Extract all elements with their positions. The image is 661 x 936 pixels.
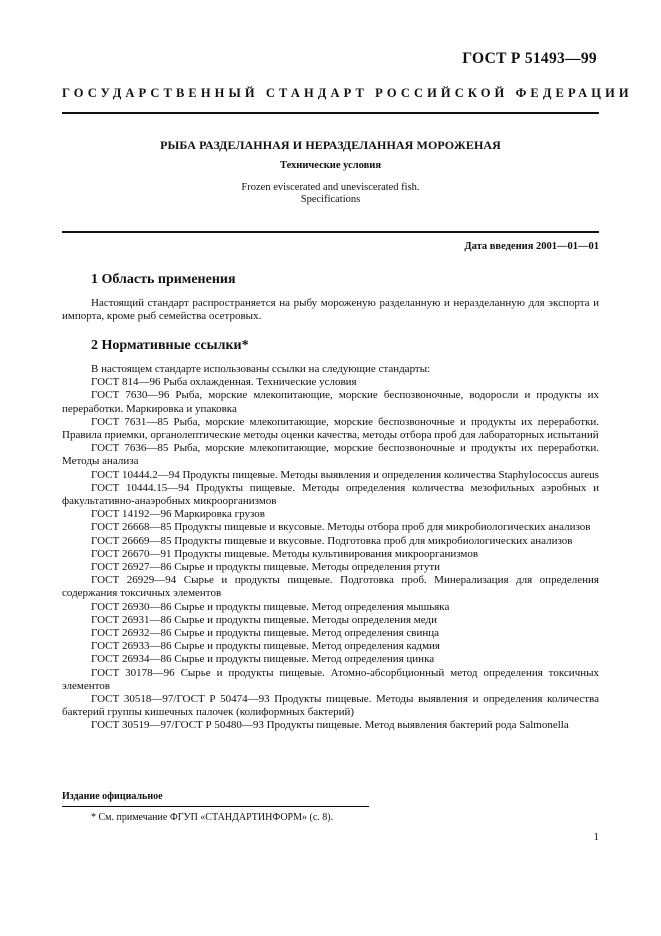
footnote: * См. примечание ФГУП «СТАНДАРТИНФОРМ» (с. 8).: [91, 812, 334, 823]
reference-item: ГОСТ 7631—85 Рыба, морские млекопитающие, морские беспозвоночные и продукты их переработки. Правила приемки, органолептические методы оценки качества, методы отбора проб для лабораторных испытаний: [62, 415, 599, 442]
section-1-paragraph: Настоящий стандарт распространяется на рыбу мороженую разделанную и неразделанную для экспорта и импорта, кроме рыб семейства осетровых.: [62, 297, 599, 323]
references-intro: В настоящем стандарте использованы ссылки на следующие стандарты:: [91, 363, 431, 375]
header-rule: [62, 112, 599, 114]
document-title-english: [62, 182, 599, 206]
reference-item: ГОСТ 14192—96 Маркировка грузов: [91, 508, 265, 521]
reference-list: [62, 376, 599, 732]
document-title: РЫБА РАЗДЕЛАННАЯ И НЕРАЗДЕЛАННАЯ МОРОЖЕНАЯ: [160, 138, 501, 152]
reference-item: ГОСТ 26934—86 Сырье и продукты пищевые. Метод определения цинка: [91, 653, 435, 666]
reference-item: ГОСТ 814—96 Рыба охлажденная. Технические условия: [91, 376, 357, 389]
section-2-body: [62, 363, 599, 733]
reference-item: ГОСТ 7636—85 Рыба, морские млекопитающие, морские беспозвоночные и продукты их переработки. Методы анализа: [62, 442, 599, 468]
title-english-line-2: Specifications: [300, 194, 361, 205]
reference-item: ГОСТ 26669—85 Продукты пищевые и вкусовые. Подготовка проб для микробиологических анализов: [91, 534, 573, 547]
section-1-body: [62, 297, 599, 323]
reference-item: ГОСТ 26932—86 Сырье и продукты пищевые. Метод определения свинца: [91, 627, 440, 640]
reference-item: ГОСТ 26670—91 Продукты пищевые. Методы культивирования микроорганизмов: [91, 547, 479, 560]
reference-item: ГОСТ 30178—96 Сырье и продукты пищевые. Атомно-абсорбционный метод определения токсичных элементов: [62, 666, 599, 692]
reference-item: ГОСТ 10444.2—94 Продукты пищевые. Методы выявления и определения количества Staphylococcus aureus: [91, 468, 599, 481]
gost-code: ГОСТ Р 51493—99: [462, 50, 597, 67]
reference-item: ГОСТ 30519—97/ГОСТ Р 50480—93 Продукты пищевые. Метод выявления бактерий рода Salmonella: [91, 719, 569, 732]
reference-item: ГОСТ 26668—85 Продукты пищевые и вкусовые. Методы отбора проб для микробиологических анализов: [91, 521, 591, 534]
footnote-rule: [62, 806, 369, 807]
official-edition-label: Издание официальное: [62, 791, 163, 802]
reference-item: ГОСТ 26930—86 Сырье и продукты пищевые. Метод определения мышьяка: [91, 600, 450, 613]
document-subtitle: Технические условия: [279, 160, 382, 171]
reference-item: ГОСТ 7630—96 Рыба, морские млекопитающие, морские беспозвоночные, водоросли и продукты их переработки. Маркировка и упаковка: [62, 389, 599, 415]
reference-item: ГОСТ 26931—86 Сырье и продукты пищевые. Методы определения меди: [91, 613, 437, 626]
section-2-heading: 2 Нормативные ссылки*: [91, 338, 249, 353]
introduction-date: Дата введения 2001—01—01: [464, 241, 599, 252]
reference-item: ГОСТ 10444.15—94 Продукты пищевые. Методы определения количества мезофильных аэробных и факультативно-анаэробных микроорганизмов: [62, 481, 599, 508]
reference-item: ГОСТ 30518—97/ГОСТ Р 50474—93 Продукты пищевые. Методы выявления и определения количества бактерий группы кишечных палочек (колиформных бактерий): [62, 693, 599, 719]
reference-item: ГОСТ 26933—86 Сырье и продукты пищевые. Метод определения кадмия: [91, 640, 440, 653]
page-number: 1: [593, 831, 599, 843]
title-rule: [62, 231, 599, 233]
section-1-heading: 1 Область применения: [91, 272, 236, 287]
title-english-line-1: Frozen eviscerated and uneviscerated fish.: [241, 182, 420, 193]
reference-item: ГОСТ 26927—86 Сырье и продукты пищевые. Методы определения ртути: [91, 561, 441, 574]
state-standard-banner: ГОСУДАРСТВЕННЫЙ СТАНДАРТ РОССИЙСКОЙ ФЕДЕРАЦИИ: [62, 86, 633, 100]
reference-item: ГОСТ 26929—94 Сырье и продукты пищевые. Подготовка проб. Минерализация для определения содержания токсичных элементов: [62, 574, 599, 600]
